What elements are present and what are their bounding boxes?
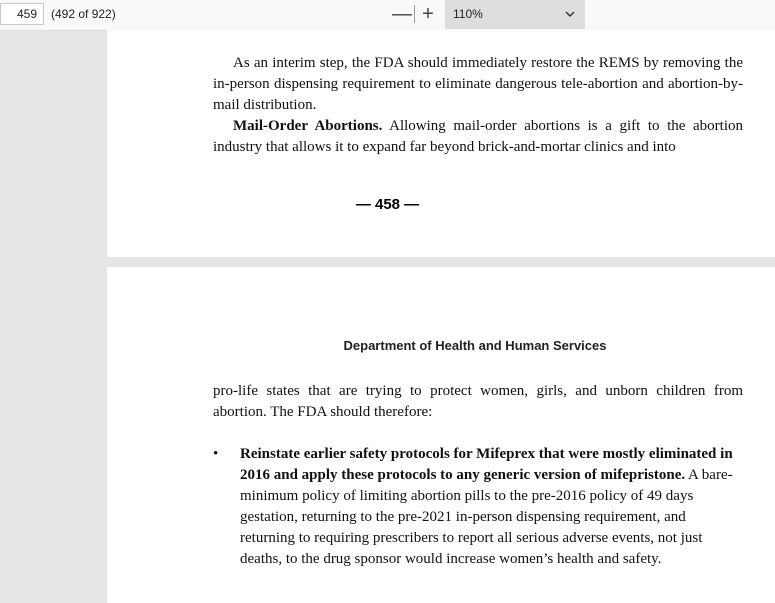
zoom-level-value: 110% — [453, 7, 483, 21]
page-number-footer: — 458 — — [355, 196, 420, 213]
bullet-body: A bare-minimum policy of limiting abortion pills to the pre-2016 policy of 49 days gestation, returning to the pre-2021 in-person dispensing requirement, and returning to requiring prescribers to report all serious adverse events, not just deaths, to the drug sponsor would increase women’s health and safety. — [240, 467, 733, 567]
bullet-heading: Reinstate earlier safety protocols for Mifeprex that were mostly eliminated in 2016 and apply these protocols to any generic version of mifepristone. — [240, 446, 733, 483]
bullet-marker: • — [213, 446, 219, 462]
body-paragraph: pro-life states that are trying to protect women, girls, and unborn children from abortion. The FDA should therefore: — [213, 383, 743, 420]
zoom-in-button[interactable]: + — [422, 3, 434, 25]
zoom-divider — [414, 5, 415, 23]
page-count-label: (492 of 922) — [51, 7, 116, 21]
zoom-level-select[interactable] — [445, 0, 585, 29]
bullet-paragraph — [240, 444, 740, 570]
page-number-input[interactable]: 459 — [0, 3, 44, 25]
zoom-out-button[interactable]: — — [392, 3, 412, 25]
body-paragraph: As an interim step, the FDA should immediately restore the REMS by removing the in-person dispensing requirement to eliminate dangerous tele-abortion and abortion-by-mail distribution. — [213, 55, 743, 113]
paragraph-text: Allowing mail-order abortions is a gift to the abortion industry that allows it to expand far beyond brick-and-mortar clinics and into — [213, 118, 743, 155]
running-header: Department of Health and Human Services — [343, 338, 607, 353]
run-in-heading: Mail-Order Abortions. — [233, 118, 383, 134]
pdf-toolbar — [0, 0, 775, 31]
body-paragraph — [213, 116, 743, 158]
chevron-down-icon — [565, 10, 575, 18]
